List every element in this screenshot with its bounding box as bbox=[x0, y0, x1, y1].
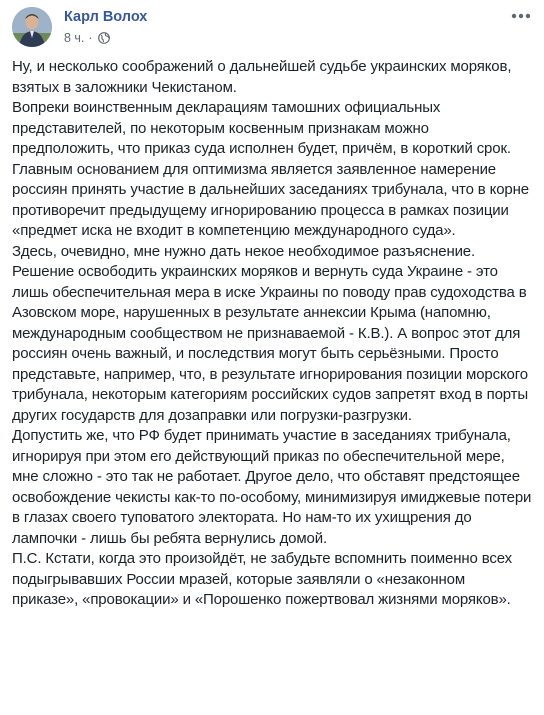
post-paragraph: Вопреки воинственным декларациям тамошних официальных представителей, по некоторым косвенным признакам можно предположить, что приказ суда исполнен будет, причём, в короткий срок. Главным основанием для оптимизма является заявленное намерение россиян принять участие в дальнейших заседаниях трибунала, что в корне противоречит предыдущему игнорированию процесса в рамках позиции «предмет иска не входит в компетенцию международного суда». bbox=[12, 99, 529, 239]
post-header bbox=[12, 7, 532, 51]
post-timestamp-link[interactable]: 8 ч. bbox=[64, 31, 85, 45]
post-paragraph: Ну, и несколько соображений о дальнейшей судьбе украинских моряков, взятых в заложники Чекистаном. bbox=[12, 58, 512, 96]
meta-separator: · bbox=[88, 31, 93, 45]
author-name-link[interactable]: Карл Волох bbox=[64, 9, 148, 25]
post-paragraph: Допустить же, что РФ будет принимать участие в заседаниях трибунала, игнорируя при этом его действующий приказ по обеспечительной мере, мне сложно - это так не работает. Другое дело, что обставят предстоящее освобождение чекисты как-то по-особому, минимизируя имиджевые потери в глазах своего туповатого электората. Но нам-то их ухищрения до лампочки - лишь бы ребята вернулись домой. bbox=[12, 427, 532, 547]
post-paragraph: Здесь, очевидно, мне нужно дать некое необходимое разъяснение. Решение освободить украинских моряков и вернуть суда Украине - это лишь обеспечительная мера в иске Украины по поводу прав судоходства в Азовском море, нарушенных в результате аннексии Крыма (напомню, международным сообществом не признаваемой - К.В.). А вопрос этот для россиян очень важный, и последствия могут быть серьёзными. Просто представьте, например, что, в результате игнорирования позиции морского трибунала, некоторым категориям российских судов запретят вход в порты других государств для дозаправки или погрузки-разгрузки. bbox=[12, 242, 529, 424]
globe-icon[interactable] bbox=[98, 32, 110, 44]
post-options-button[interactable] bbox=[510, 9, 532, 23]
post-text bbox=[12, 57, 532, 611]
author-avatar[interactable] bbox=[12, 7, 52, 47]
post-meta bbox=[64, 31, 110, 45]
post-paragraph: П.С. Кстати, когда это произойдёт, не забудьте вспомнить поименно всех подыгрывавших России мразей, которые заявляли о «незаконном приказе», «провокации» и «Порошенко пожертвовал жизнями моряков». bbox=[12, 550, 512, 608]
more-horizontal-icon bbox=[511, 13, 531, 19]
